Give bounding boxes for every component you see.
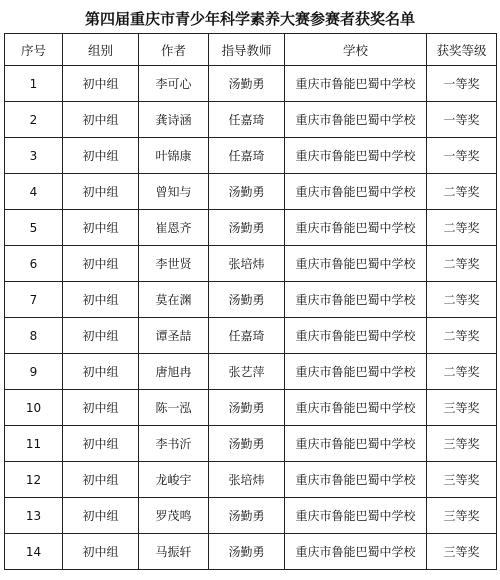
cell-award-level: 三等奖 (427, 534, 497, 570)
cell-group: 初中组 (63, 246, 139, 282)
table-row (5, 390, 497, 426)
header-school: 学校 (285, 34, 427, 66)
cell-author: 谭圣喆 (139, 318, 209, 354)
cell-author: 李书沂 (139, 426, 209, 462)
cell-index: 10 (5, 390, 63, 426)
cell-group: 初中组 (63, 462, 139, 498)
table-row (5, 534, 497, 570)
cell-author: 李世贤 (139, 246, 209, 282)
table-row (5, 498, 497, 534)
cell-index: 5 (5, 210, 63, 246)
cell-index: 9 (5, 354, 63, 390)
cell-advisor: 汤勤勇 (209, 174, 285, 210)
cell-advisor: 任嘉琦 (209, 138, 285, 174)
cell-advisor: 任嘉琦 (209, 318, 285, 354)
cell-school: 重庆市鲁能巴蜀中学校 (285, 210, 427, 246)
cell-group: 初中组 (63, 534, 139, 570)
cell-author: 曾知与 (139, 174, 209, 210)
cell-advisor: 任嘉琦 (209, 102, 285, 138)
cell-author: 崔恩齐 (139, 210, 209, 246)
cell-author: 罗茂鸣 (139, 498, 209, 534)
cell-advisor: 汤勤勇 (209, 282, 285, 318)
cell-school: 重庆市鲁能巴蜀中学校 (285, 138, 427, 174)
cell-advisor: 汤勤勇 (209, 66, 285, 102)
table-row (5, 174, 497, 210)
document-title: 第四届重庆市青少年科学素养大赛参赛者获奖名单 (84, 10, 415, 28)
cell-school: 重庆市鲁能巴蜀中学校 (285, 318, 427, 354)
cell-advisor: 汤勤勇 (209, 210, 285, 246)
cell-index: 4 (5, 174, 63, 210)
cell-school: 重庆市鲁能巴蜀中学校 (285, 66, 427, 102)
cell-school: 重庆市鲁能巴蜀中学校 (285, 282, 427, 318)
cell-group: 初中组 (63, 426, 139, 462)
cell-author: 叶锦康 (139, 138, 209, 174)
table-row (5, 102, 497, 138)
cell-index: 8 (5, 318, 63, 354)
table-body (5, 66, 497, 570)
cell-author: 唐旭冉 (139, 354, 209, 390)
cell-index: 7 (5, 282, 63, 318)
cell-group: 初中组 (63, 138, 139, 174)
cell-award-level: 三等奖 (427, 462, 497, 498)
header-group: 组别 (63, 34, 139, 66)
cell-advisor: 汤勤勇 (209, 498, 285, 534)
cell-group: 初中组 (63, 282, 139, 318)
cell-index: 13 (5, 498, 63, 534)
cell-award-level: 一等奖 (427, 138, 497, 174)
cell-author: 陈一泓 (139, 390, 209, 426)
cell-school: 重庆市鲁能巴蜀中学校 (285, 498, 427, 534)
cell-group: 初中组 (63, 210, 139, 246)
cell-advisor: 汤勤勇 (209, 534, 285, 570)
table-row (5, 354, 497, 390)
cell-advisor: 张培炜 (209, 246, 285, 282)
table-row (5, 426, 497, 462)
table-row (5, 462, 497, 498)
cell-group: 初中组 (63, 318, 139, 354)
cell-index: 14 (5, 534, 63, 570)
table-row (5, 246, 497, 282)
cell-index: 1 (5, 66, 63, 102)
cell-advisor: 张艺萍 (209, 354, 285, 390)
cell-group: 初中组 (63, 102, 139, 138)
cell-school: 重庆市鲁能巴蜀中学校 (285, 534, 427, 570)
cell-author: 龚诗涵 (139, 102, 209, 138)
cell-author: 龙峻宇 (139, 462, 209, 498)
cell-school: 重庆市鲁能巴蜀中学校 (285, 462, 427, 498)
cell-award-level: 二等奖 (427, 174, 497, 210)
header-index: 序号 (5, 34, 63, 66)
header-award-level: 获奖等级 (427, 34, 497, 66)
cell-school: 重庆市鲁能巴蜀中学校 (285, 102, 427, 138)
award-table (4, 33, 497, 570)
cell-group: 初中组 (63, 174, 139, 210)
table-row (5, 282, 497, 318)
cell-school: 重庆市鲁能巴蜀中学校 (285, 426, 427, 462)
cell-group: 初中组 (63, 354, 139, 390)
cell-award-level: 三等奖 (427, 390, 497, 426)
cell-author: 李可心 (139, 66, 209, 102)
header-author: 作者 (139, 34, 209, 66)
cell-award-level: 二等奖 (427, 282, 497, 318)
table-row (5, 318, 497, 354)
cell-index: 11 (5, 426, 63, 462)
cell-school: 重庆市鲁能巴蜀中学校 (285, 354, 427, 390)
cell-school: 重庆市鲁能巴蜀中学校 (285, 390, 427, 426)
cell-school: 重庆市鲁能巴蜀中学校 (285, 174, 427, 210)
cell-award-level: 三等奖 (427, 498, 497, 534)
cell-index: 2 (5, 102, 63, 138)
table-row (5, 66, 497, 102)
cell-award-level: 二等奖 (427, 318, 497, 354)
cell-award-level: 二等奖 (427, 210, 497, 246)
cell-group: 初中组 (63, 66, 139, 102)
cell-award-level: 一等奖 (427, 102, 497, 138)
cell-group: 初中组 (63, 498, 139, 534)
cell-advisor: 张培炜 (209, 462, 285, 498)
cell-advisor: 汤勤勇 (209, 426, 285, 462)
cell-author: 马振轩 (139, 534, 209, 570)
cell-index: 3 (5, 138, 63, 174)
table-header-row (5, 34, 497, 66)
cell-award-level: 三等奖 (427, 426, 497, 462)
cell-index: 12 (5, 462, 63, 498)
cell-award-level: 一等奖 (427, 66, 497, 102)
cell-group: 初中组 (63, 390, 139, 426)
table-row (5, 138, 497, 174)
cell-award-level: 二等奖 (427, 354, 497, 390)
cell-author: 莫在渊 (139, 282, 209, 318)
header-advisor: 指导教师 (209, 34, 285, 66)
cell-school: 重庆市鲁能巴蜀中学校 (285, 246, 427, 282)
cell-index: 6 (5, 246, 63, 282)
cell-advisor: 汤勤勇 (209, 390, 285, 426)
cell-award-level: 二等奖 (427, 246, 497, 282)
table-row (5, 210, 497, 246)
